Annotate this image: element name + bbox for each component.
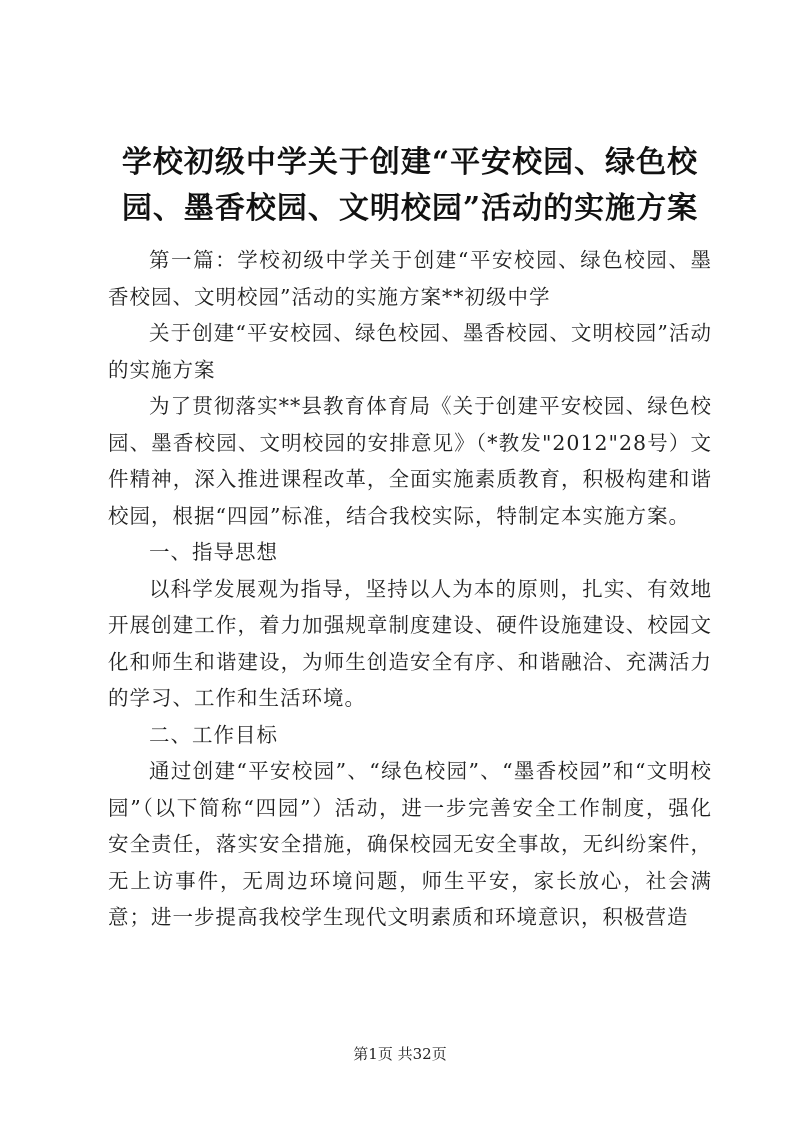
paragraph-subtitle: 关于创建“平安校园、绿色校园、墨香校园、文明校园”活动的实施方案 <box>108 321 712 382</box>
page-number-footer: 第1页 共32页 <box>353 1045 447 1063</box>
paragraph-intro: 第一篇：学校初级中学关于创建“平安校园、绿色校园、墨香校园、文明校园”活动的实施方案**初级中学 <box>108 248 712 309</box>
paragraph-guiding-ideology: 以科学发展观为指导，坚持以人为本的原则，扎实、有效地开展创建工作，着力加强规章制度建设、硬件设施建设、校园文化和师生和谐建设，为师生创造安全有序、和谐融洽、充满活力的学习、工作和生活环境。 <box>108 576 712 710</box>
paragraph-purpose: 为了贯彻落实**县教育体育局《关于创建平安校园、绿色校园、墨香校园、文明校园的安排意见》（*教发"2012"28号）文件精神，深入推进课程改革，全面实施素质教育，积极构建和谐校园，根据“四园”标准，结合我校实际，特制定本实施方案。 <box>108 394 712 528</box>
document-title: 学校初级中学关于创建“平安校园、绿色校园、墨香校园、文明校园”活动的实施方案 <box>121 145 699 226</box>
section-heading-guiding-ideology: 一、指导思想 <box>149 540 278 564</box>
paragraph-work-goals: 通过创建“平安校园”、“绿色校园”、“墨香校园”和“文明校园”（以下简称“四园”）活动，进一步完善安全工作制度，强化安全责任，落实安全措施，确保校园无安全事故，无纠纷案件，无上访事件，无周边环境问题，师生平安，家长放心，社会满意；进一步提高我校学生现代文明素质和环境意识，积极营造 <box>108 759 712 929</box>
section-heading-work-goals: 二、工作目标 <box>149 722 278 747</box>
document-page <box>108 140 712 936</box>
